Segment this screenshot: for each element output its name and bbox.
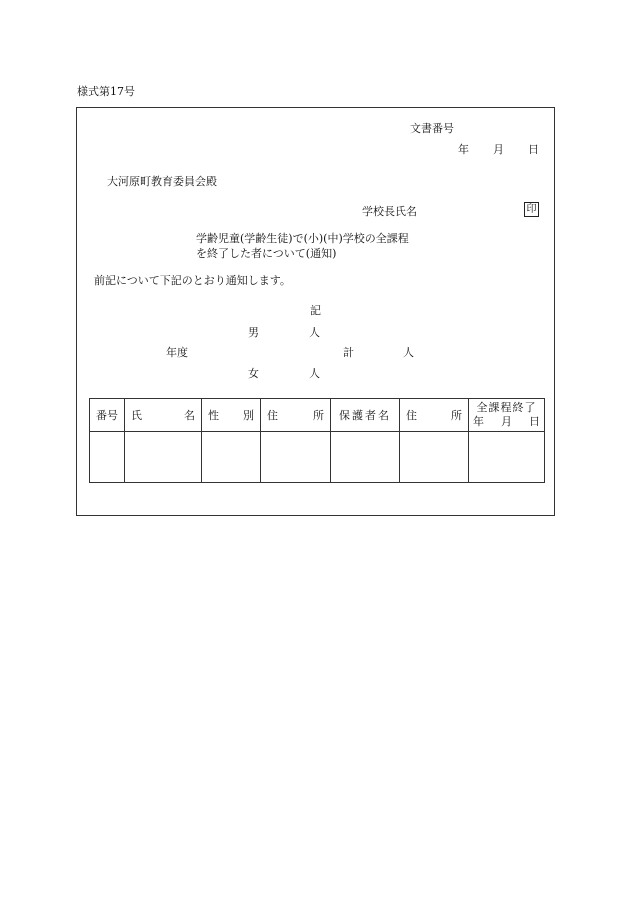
col-name-label-2: 名 [184, 409, 195, 422]
col-completion-year: 年 [473, 415, 484, 428]
total-persons-unit: 人 [403, 346, 414, 359]
col-guardian-label: 保護者名 [339, 409, 391, 422]
col-completion-month: 月 [501, 415, 512, 428]
cell-gender [202, 432, 261, 483]
fiscal-year-label: 年度 [166, 346, 188, 359]
male-persons-unit: 人 [309, 326, 320, 339]
form-number: 様式第17号 [77, 85, 135, 98]
date-month-label: 月 [493, 143, 504, 156]
col-guardian [331, 399, 400, 432]
female-label: 女 [248, 367, 259, 380]
male-label: 男 [248, 326, 259, 339]
cell-completion-date [469, 432, 545, 483]
col-completion-label: 全課程終了 [476, 401, 537, 414]
ki-heading: 記 [310, 304, 321, 317]
col-gender-label-1: 性 [208, 409, 219, 422]
total-label: 計 [343, 346, 354, 359]
col-guardian-address-label-2: 所 [451, 409, 462, 422]
col-address-label-2: 所 [313, 409, 324, 422]
col-gender-label-2: 別 [243, 409, 254, 422]
seal-mark: 印 [524, 202, 539, 217]
cell-address [261, 432, 331, 483]
col-gender [202, 399, 261, 432]
addressee: 大河原町教育委員会殿 [107, 175, 217, 188]
roster-table [89, 398, 545, 483]
document-number-label: 文書番号 [410, 122, 454, 135]
table-header-row [90, 399, 545, 432]
subject-line-2: を終了した者について(通知) [196, 247, 337, 260]
principal-name-label: 学校長氏名 [362, 205, 417, 218]
col-address [261, 399, 331, 432]
col-address-label-1: 住 [267, 409, 278, 422]
table-row [90, 432, 545, 483]
cell-number [90, 432, 125, 483]
col-name-label-1: 氏 [131, 409, 142, 422]
col-guardian-address-label-1: 住 [406, 409, 417, 422]
female-persons-unit: 人 [309, 367, 320, 380]
cell-guardian [331, 432, 400, 483]
subject-line-1: 学齢児童(学齢生徒)で(小)(中)学校の全課程 [196, 232, 409, 245]
col-completion-day: 日 [529, 415, 540, 428]
cell-guardian-address [400, 432, 469, 483]
col-name [125, 399, 202, 432]
date-day-label: 日 [528, 143, 539, 156]
col-guardian-address [400, 399, 469, 432]
col-completion [469, 399, 545, 432]
col-number [90, 399, 125, 432]
body-text: 前記について下記のとおり通知します。 [94, 274, 291, 287]
col-number-label: 番号 [96, 409, 118, 422]
cell-name [125, 432, 202, 483]
date-year-label: 年 [458, 143, 469, 156]
